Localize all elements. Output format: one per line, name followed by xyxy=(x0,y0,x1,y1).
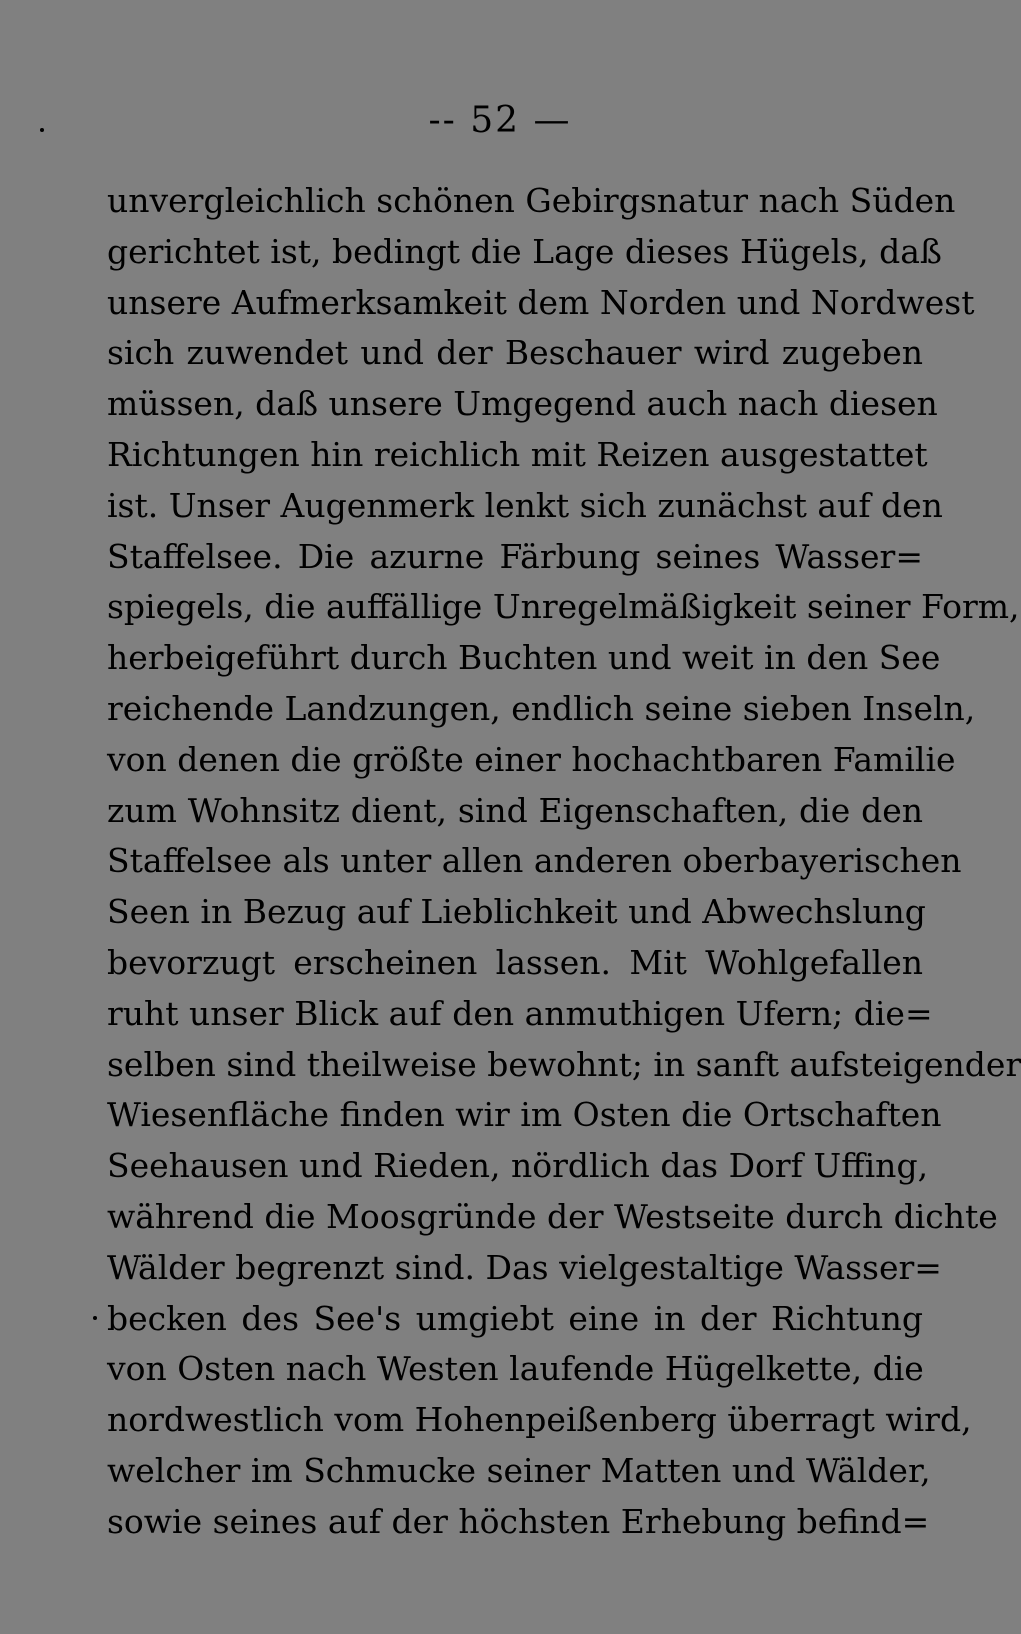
text-line: Wälder begrenzt sind. Das vielgestaltige Wasser= xyxy=(107,1247,942,1287)
text-line: spiegels, die auffällige Unregelmäßigkeit seiner Form, xyxy=(107,587,1020,627)
text-line: von denen die größte einer hochachtbaren Familie xyxy=(107,739,956,779)
text-line: gerichtet ist, bedingt die Lage dieses Hügels, daß xyxy=(107,231,942,271)
text-line: Staffelsee. Die azurne Färbung seines Wasser= xyxy=(107,536,923,576)
text-line: Wiesenfläche finden wir im Osten die Ortschaften xyxy=(107,1095,942,1135)
text-line: ist. Unser Augenmerk lenkt sich zunächst auf den xyxy=(107,485,943,525)
text-line: während die Moosgründe der Westseite durch dichte xyxy=(107,1196,998,1236)
text-line: becken des See's umgiebt eine in der Richtung xyxy=(107,1298,923,1338)
text-line: bevorzugt erscheinen lassen. Mit Wohlgefallen xyxy=(107,942,923,982)
text-line: unsere Aufmerksamkeit dem Norden und Nordwest xyxy=(107,282,975,322)
text-line: reichende Landzungen, endlich seine sieben Inseln, xyxy=(107,688,976,728)
text-line: herbeigeführt durch Buchten und weit in den See xyxy=(107,638,941,678)
text-line: Staffelsee als unter allen anderen oberbayerischen xyxy=(107,841,962,881)
text-line: Seehausen und Rieden, nördlich das Dorf Uffing, xyxy=(107,1146,929,1186)
text-line: ruht unser Blick auf den anmuthigen Ufern; die= xyxy=(107,993,933,1033)
text-line: nordwestlich vom Hohenpeißenberg überragt wird, xyxy=(107,1400,972,1440)
text-line: müssen, daß unsere Umgegend auch nach diesen xyxy=(107,384,938,424)
text-line: Richtungen hin reichlich mit Reizen ausgestattet xyxy=(107,434,928,474)
body-text xyxy=(107,176,1021,1548)
text-line: sowie seines auf der höchsten Erhebung befind= xyxy=(107,1501,930,1541)
text-line: zum Wohnsitz dient, sind Eigenschaften, die den xyxy=(107,790,923,830)
text-line: sich zuwendet und der Beschauer wird zugeben xyxy=(107,333,923,373)
text-line: von Osten nach Westen laufende Hügelkette, die xyxy=(107,1349,924,1389)
page-number: -- 52 — xyxy=(428,100,572,141)
text-line: welcher im Schmucke seiner Matten und Wälder, xyxy=(107,1450,931,1490)
text-line: unvergleichlich schönen Gebirgsnatur nach Süden xyxy=(107,181,956,220)
text-line: Seen in Bezug auf Lieblichkeit und Abwechslung xyxy=(107,892,926,932)
scan-speck xyxy=(40,128,44,132)
scan-speck xyxy=(93,1316,97,1320)
text-line: selben sind theilweise bewohnt; in sanft aufsteigender xyxy=(107,1044,1021,1084)
